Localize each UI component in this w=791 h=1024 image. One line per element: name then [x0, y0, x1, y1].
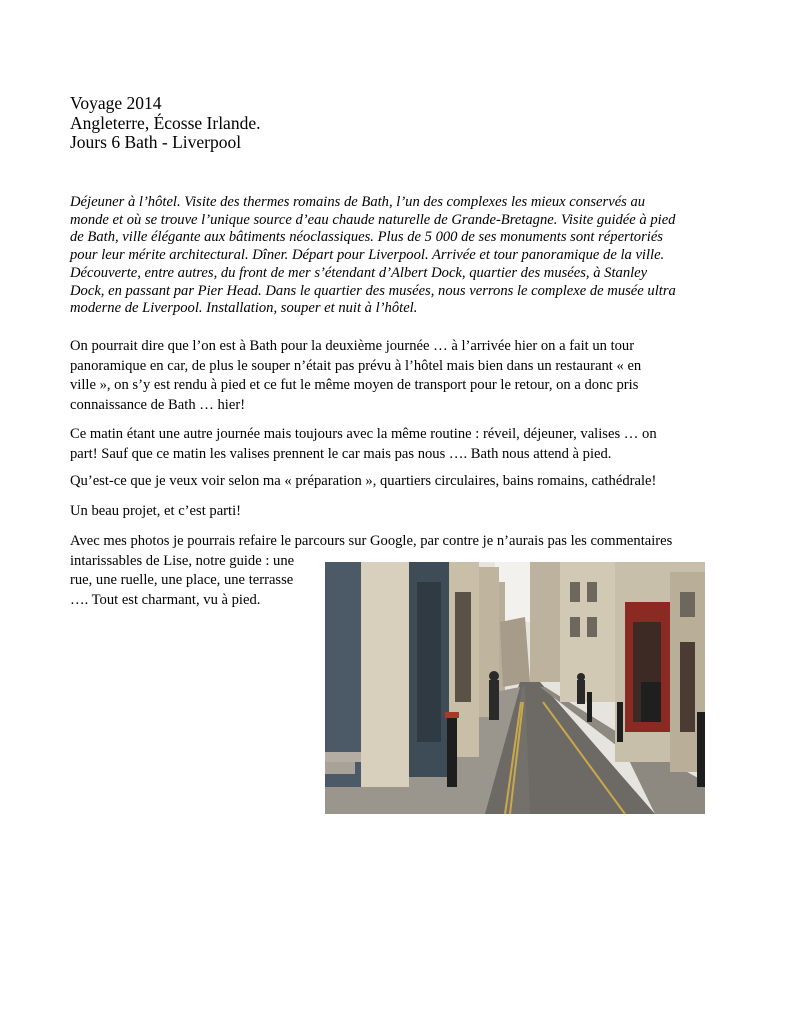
paragraph-line: …. Tout est charmant, vu à pied.	[70, 591, 261, 608]
document-header	[70, 94, 730, 153]
paragraph-morning	[70, 425, 730, 464]
itinerary-line: pour leur mérite architectural. Dîner. Départ pour Liverpool. Arrivée et tour panoramique de la ville.	[70, 247, 665, 264]
paragraph-line: Ce matin étant une autre journée mais toujours avec la même routine : réveil, déjeuner, valises … on	[70, 426, 657, 442]
bath-street-photo	[325, 562, 705, 814]
day-title: Jours 6 Bath - Liverpool	[70, 132, 242, 152]
itinerary-line: Déjeuner à l’hôtel. Visite des thermes romains de Bath, l’un des complexes les mieux conservés au	[70, 194, 646, 210]
paragraph-line: Qu’est-ce que je veux voir selon ma « préparation », quartiers circulaires, bains romains, cathédrale!	[70, 473, 657, 489]
trip-countries: Angleterre, Écosse Irlande.	[70, 112, 261, 133]
paragraph-arrival	[70, 337, 730, 415]
paragraph-line: panoramique en car, de plus le souper n’était pas prévu à l’hôtel mais bien dans un restaurant « en	[70, 357, 642, 374]
paragraph-line: part! Sauf que ce matin les valises prennent le car mais pas nous …. Bath nous attend à pied.	[70, 445, 612, 462]
paragraph-line: intarissables de Lise, notre guide : une	[70, 552, 295, 569]
paragraph-line: connaissance de Bath … hier!	[70, 396, 246, 413]
paragraph-line: Avec mes photos je pourrais refaire le parcours sur Google, par contre je n’aurais pas les commentaires	[70, 533, 673, 549]
itinerary-line: de Bath, ville élégante aux bâtiments néoclassiques. Plus de 5 000 de ses monuments sont répertoriés	[70, 229, 663, 246]
paragraph-line: On pourrait dire que l’on est à Bath pour la deuxième journée … à l’arrivée hier on a fait un tour	[70, 338, 635, 354]
trip-title: Voyage 2014	[70, 93, 162, 113]
itinerary-line: monde et où se trouve l’unique source d’eau chaude naturelle de Grande-Bretagne. Visite guidée à pied	[70, 211, 676, 228]
paragraph-line: rue, une ruelle, une place, une terrasse	[70, 572, 294, 588]
itinerary-line: Découverte, entre autres, du front de mer s’étendant d’Albert Dock, quartier des musées, à Stanley	[70, 264, 648, 281]
paragraph-line: Un beau projet, et c’est parti!	[70, 503, 241, 519]
paragraph-plan	[70, 472, 730, 492]
paragraph-start	[70, 502, 730, 522]
bath-street-illustration	[325, 562, 705, 814]
itinerary-description	[70, 194, 730, 318]
itinerary-line: Dock, en passant par Pier Head. Dans le quartier des musées, nous verrons le complexe de musée ultra	[70, 282, 676, 299]
paragraph-line: ville », on s’y est rendu à pied et ce fut le même moyen de transport pour le retour, on a donc pris	[70, 377, 639, 393]
itinerary-line: moderne de Liverpool. Installation, souper et nuit à l’hôtel.	[70, 300, 418, 317]
